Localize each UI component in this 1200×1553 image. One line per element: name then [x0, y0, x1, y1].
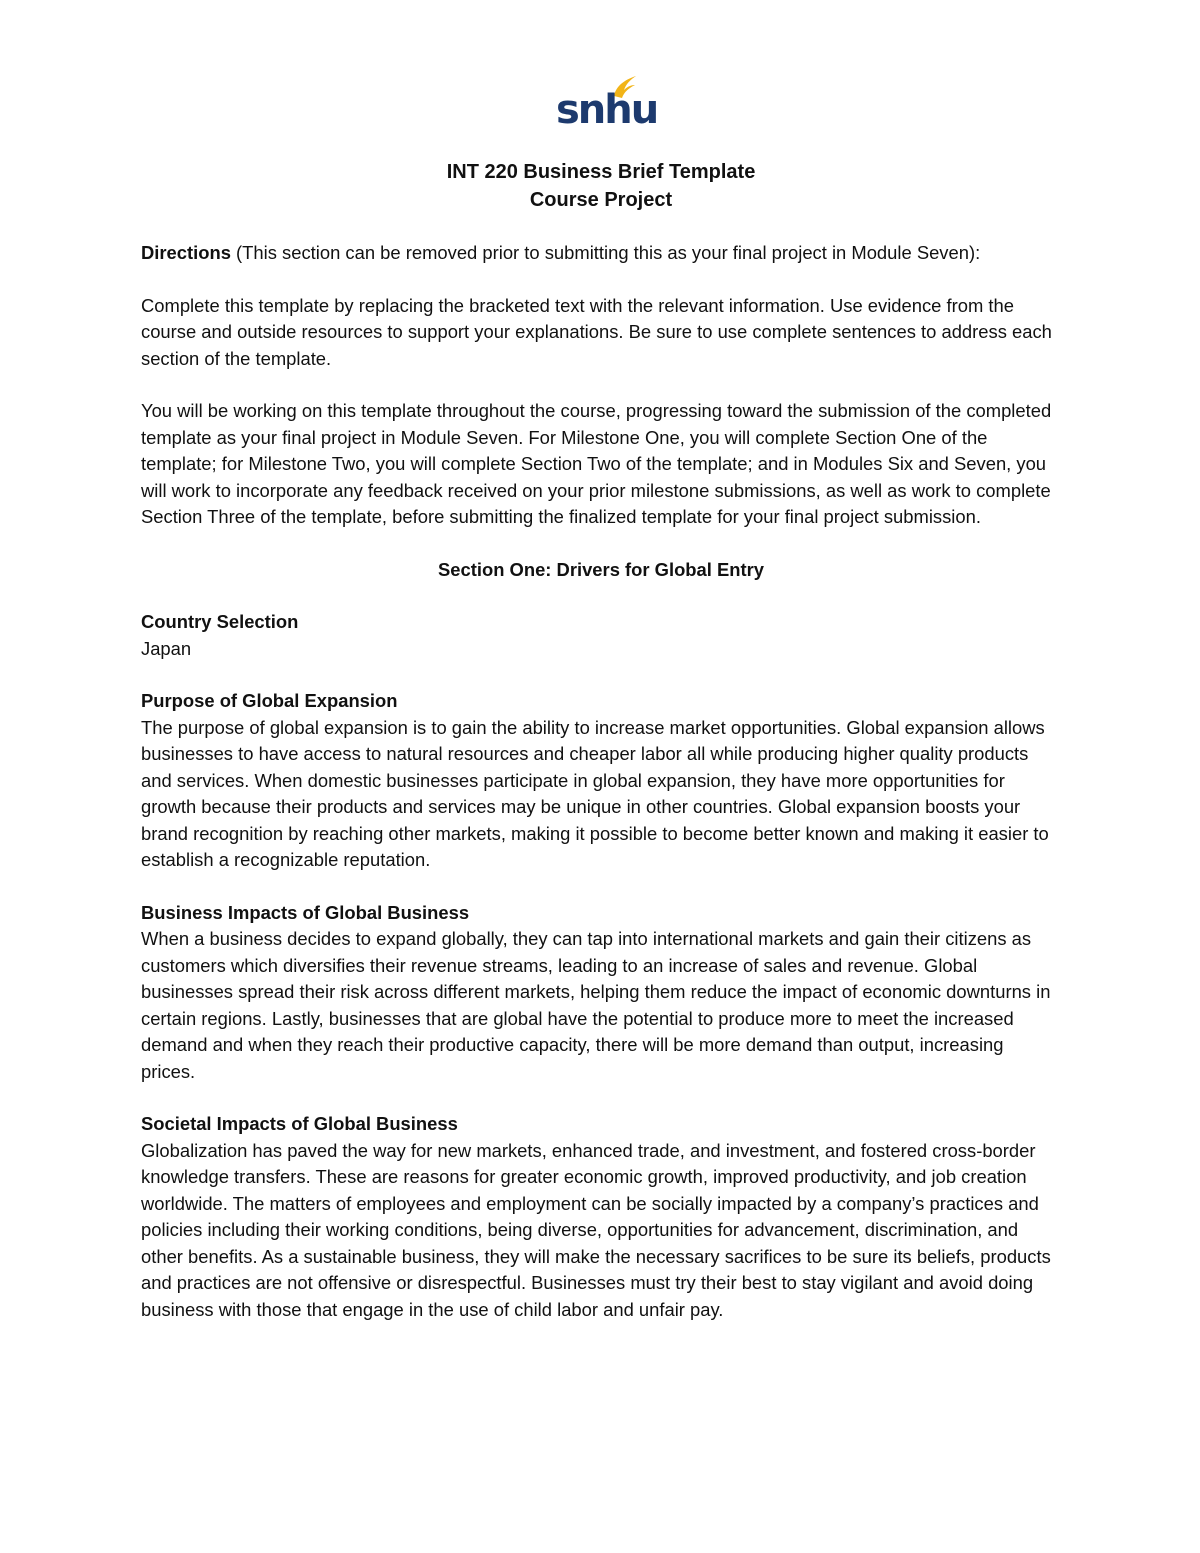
- document-body: [141, 158, 1061, 1323]
- logo-wordmark: snhu: [556, 87, 658, 133]
- societal-impacts-text: Globalization has paved the way for new markets, enhanced trade, and investment, and fostered cross-border knowledge transfers. These are reasons for greater economic growth, improved productivity, and job creation worldwide. The matters of employees and employment can be socially impacted by a company’s practices and policies including their working conditions, being diverse, opportunities for advancement, discrimination, and other benefits. As a sustainable business, they will make the necessary sacrifices to be sure its beliefs, products and practices are not offensive or disrespectful. Businesses must try their best to stay vigilant and avoid doing business with those that engage in the use of child labor and unfair pay.: [141, 1139, 1051, 1320]
- directions-paragraph-1: Complete this template by replacing the bracketed text with the relevant information. Use evidence from the course and outside resources to support your explanations. Be sure to use complete sentences to address each section of the template.: [141, 294, 1052, 369]
- purpose-heading: Purpose of Global Expansion: [141, 690, 398, 711]
- country-selection-heading: Country Selection: [141, 611, 299, 632]
- directions-label: Directions: [141, 242, 231, 263]
- spacer: [141, 874, 1061, 900]
- spacer: [141, 372, 1061, 398]
- business-impacts-text: When a business decides to expand globally, they can tap into international markets and gain their citizens as customers which diversifies their revenue streams, leading to an increase of sales and revenue. Global businesses spread their risk across different markets, helping them reduce the impact of economic downturns in certain regions. Lastly, businesses that are global have the potential to produce more to meet the increased demand and when they reach their productive capacity, there will be more demand than output, increasing prices.: [141, 928, 1051, 1082]
- title-line-1: INT 220 Business Brief Template: [446, 161, 756, 183]
- spacer: [141, 1085, 1061, 1111]
- purpose-text: The purpose of global expansion is to gain the ability to increase market opportunities. Global expansion allows businesses to have access to natural resources and cheaper labor all while producing higher quality products and services. When domestic businesses participate in global expansion, they have more opportunities for growth because their products and services may be unique in other countries. Global expansion boosts your brand recognition by reaching other markets, making it possible to become better known and making it easier to establish a recognizable reputation.: [141, 716, 1049, 870]
- directions-line: [141, 240, 1061, 267]
- business-impacts-heading: Business Impacts of Global Business: [141, 901, 470, 923]
- spacer: [141, 662, 1061, 688]
- document-title: [141, 158, 1061, 214]
- title-line-2: Course Project: [529, 189, 673, 211]
- directions-note: (This section can be removed prior to submitting this as your final project in Module Seven):: [230, 242, 981, 263]
- section-one-title: Section One: Drivers for Global Entry: [438, 558, 764, 580]
- spacer: [141, 214, 1061, 240]
- societal-impacts-heading: Societal Impacts of Global Business: [141, 1113, 458, 1134]
- country-selection-value: Japan: [141, 637, 192, 659]
- spacer: [141, 267, 1061, 293]
- directions-paragraph-2: You will be working on this template throughout the course, progressing toward the submission of the completed template as your final project in Module Seven. For Milestone One, you will complete Section One of the template; for Milestone Two, you will complete Section Two of the template; and in Modules Six and Seven, you will work to incorporate any feedback received on your prior milestone submissions, as well as work to complete Section Three of the template, before submitting the finalized template for your final project submission.: [141, 400, 1052, 527]
- snhu-logo: [556, 74, 658, 134]
- spacer: [141, 531, 1061, 557]
- spacer: [141, 583, 1061, 609]
